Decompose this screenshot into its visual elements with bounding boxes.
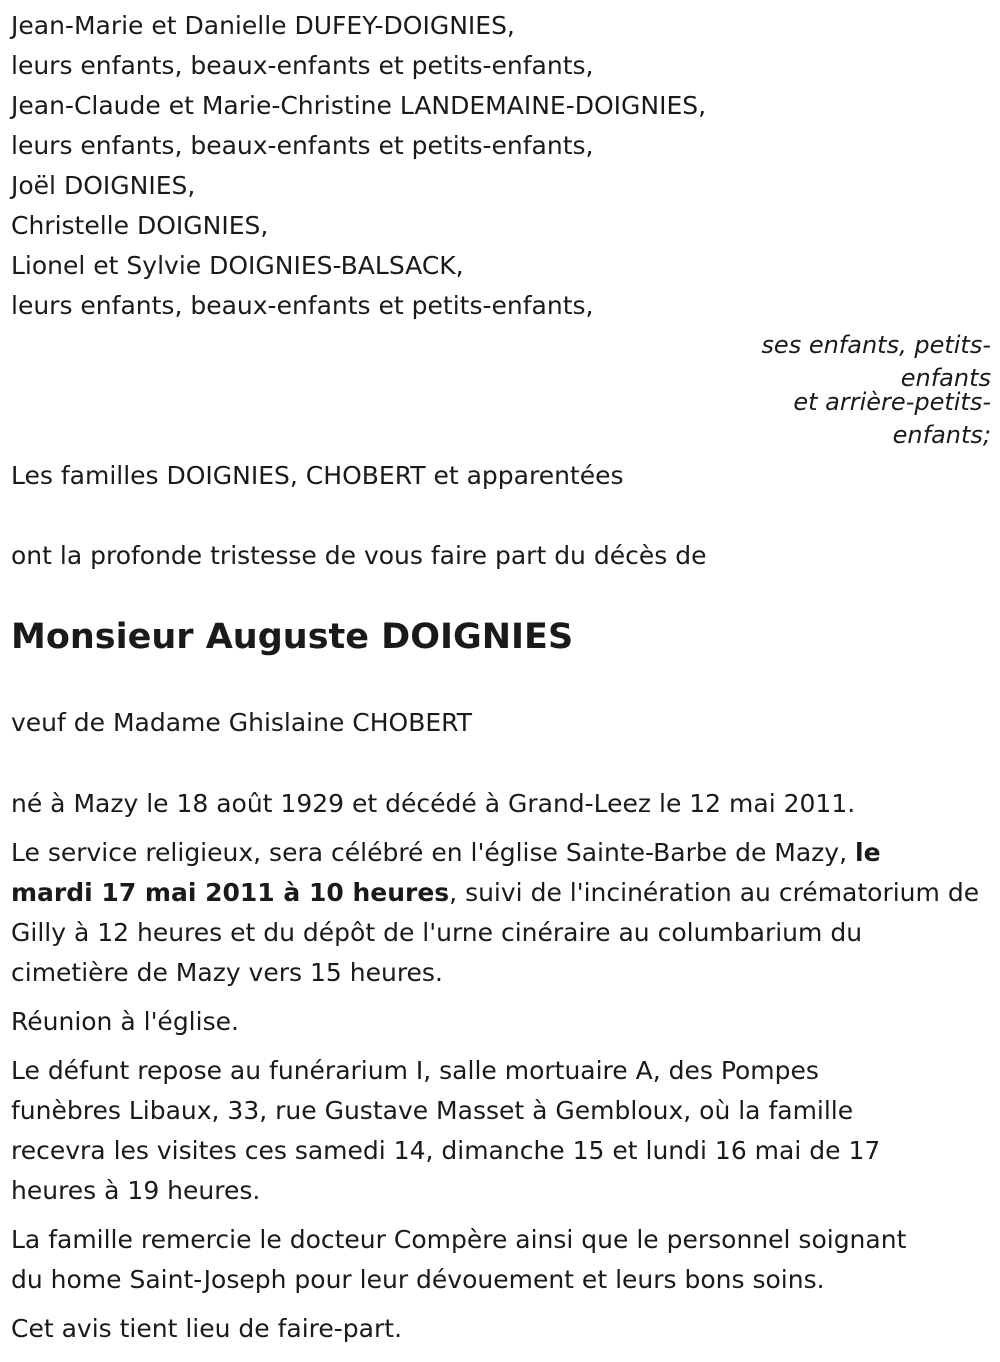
relation-line: et arrière-petits- xyxy=(793,388,991,416)
birth-death-line: né à Mazy le 18 août 1929 et décédé à Grand-Leez le 12 mai 2011. xyxy=(11,789,856,818)
family-list xyxy=(11,6,991,326)
service-line-2 xyxy=(11,873,991,913)
rest-line: recevra les visites ces samedi 14, dimanche 15 et lundi 16 mai de 17 xyxy=(11,1136,881,1165)
rest-line: funèbres Libaux, 33, rue Gustave Masset à Gembloux, où la famille xyxy=(11,1096,854,1125)
meeting-line: Réunion à l'église. xyxy=(11,1007,239,1036)
family-line: Joël DOIGNIES, xyxy=(11,171,196,200)
rest-line: heures à 19 heures. xyxy=(11,1176,261,1205)
family-line: leurs enfants, beaux-enfants et petits-enfants, xyxy=(11,131,594,160)
family-line: leurs enfants, beaux-enfants et petits-enfants, xyxy=(11,51,594,80)
rest-paragraph xyxy=(11,1051,991,1211)
service-line-3: Gilly à 12 heures et du dépôt de l'urne cinéraire au columbarium du xyxy=(11,918,863,947)
rest-line: Le défunt repose au funérarium I, salle mortuaire A, des Pompes xyxy=(11,1056,819,1085)
family-line: Lionel et Sylvie DOIGNIES-BALSACK, xyxy=(11,251,464,280)
family-line: Jean-Marie et Danielle DUFEY-DOIGNIES, xyxy=(11,11,515,40)
thanks-line: La famille remercie le docteur Compère ainsi que le personnel soignant xyxy=(11,1225,907,1254)
relation-line: enfants; xyxy=(892,421,991,449)
service-text: , suivi de l'incinération au crématorium de xyxy=(449,878,980,907)
family-line: Jean-Claude et Marie-Christine LANDEMAINE-DOIGNIES, xyxy=(11,91,707,120)
thanks-paragraph xyxy=(11,1220,991,1300)
family-line: Christelle DOIGNIES, xyxy=(11,211,269,240)
service-line-4: cimetière de Mazy vers 15 heures. xyxy=(11,958,443,987)
announcement-line: ont la profonde tristesse de vous faire part du décès de xyxy=(11,541,707,570)
obituary-notice xyxy=(11,6,991,1349)
widower-line: veuf de Madame Ghislaine CHOBERT xyxy=(11,708,472,737)
thanks-line: du home Saint-Joseph pour leur dévouement et leurs bons soins. xyxy=(11,1265,825,1294)
deceased-name: Monsieur Auguste DOIGNIES xyxy=(11,617,574,657)
family-line: leurs enfants, beaux-enfants et petits-enfants, xyxy=(11,291,594,320)
families-line: Les familles DOIGNIES, CHOBERT et apparentées xyxy=(11,461,624,490)
service-line-1 xyxy=(11,833,991,873)
service-date-bold: mardi 17 mai 2011 à 10 heures xyxy=(11,878,450,907)
service-date-bold: le xyxy=(855,838,881,867)
relation-line: ses enfants, petits- xyxy=(761,331,991,359)
relation-line: enfants xyxy=(900,364,991,392)
closing-line: Cet avis tient lieu de faire-part. xyxy=(11,1314,403,1343)
service-paragraph xyxy=(11,833,991,993)
relation-italic xyxy=(11,326,991,454)
service-text: Le service religieux, sera célébré en l'église Sainte-Barbe de Mazy, xyxy=(11,838,855,867)
